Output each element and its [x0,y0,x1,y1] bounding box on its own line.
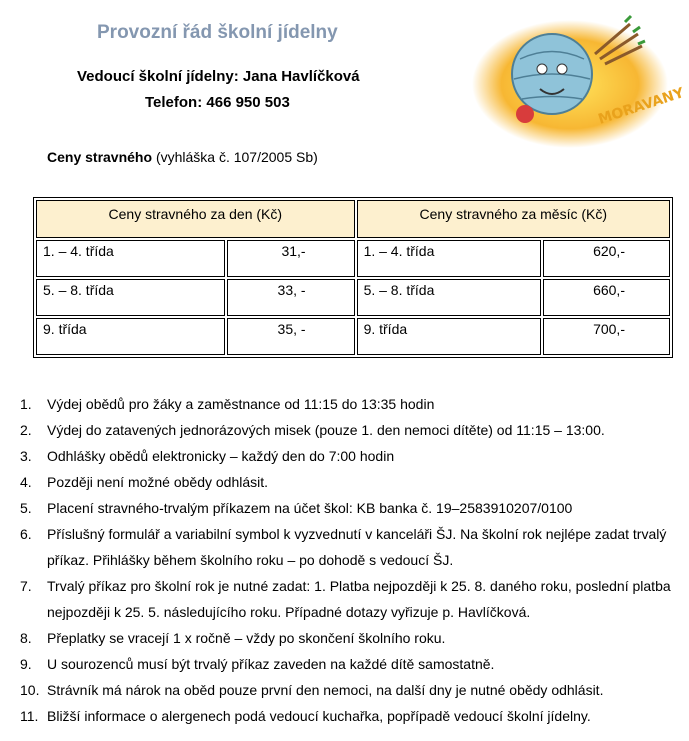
day-price-cell: 35, - [227,318,355,355]
day-price-cell: 31,- [227,240,355,277]
table-row [36,240,670,277]
school-canteen-logo-icon [470,14,686,149]
list-item: 6. Příslušný formulář a variabilní symbol k vyzvednutí v kanceláři ŠJ. Na školní rok nejlépe zadat trvalý příkaz. Přihlášky během školního roku – po dohodě s vedoucí ŠJ. [20,526,667,568]
prices-heading-note: (vyhláška č. 107/2005 Sb) [155,149,318,165]
table-row [36,318,670,355]
month-price-cell: 620,- [543,240,670,277]
phone-line: Telefon: 466 950 503 [145,94,290,111]
list-item: 1. Výdej obědů pro žáky a zaměstnance od 11:15 do 13:35 hodin [20,396,435,412]
prices-heading-bold: Ceny stravného [47,149,153,165]
manager-line: Vedoucí školní jídelny: Jana Havlíčková [77,68,360,85]
day-price-cell: 33, - [227,279,355,316]
list-item: 10. Strávník má nárok na oběd pouze první den nemoci, na další dny je nutné obědy odhlásit. [20,682,604,698]
month-price-cell: 660,- [543,279,670,316]
list-item: 5. Placení stravného-trvalým příkazem na účet škol: KB banka č. 19–2583910207/0100 [20,500,573,516]
list-item: 4. Později není možné obědy odhlásit. [20,474,269,490]
prices-table [33,197,673,358]
page-title: Provozní řád školní jídelny [97,22,338,43]
grade-month-cell: 5. – 8. třída [357,279,541,316]
grade-month-cell: 1. – 4. třída [357,240,541,277]
month-price-cell: 700,- [543,318,670,355]
col-day-header: Ceny stravného za den (Kč) [36,200,355,238]
table-header-row [36,200,670,238]
list-item: 9. U sourozenců musí být trvalý příkaz zaveden na každé dítě samostatně. [20,656,495,672]
grade-day-cell: 1. – 4. třída [36,240,225,277]
list-item: 3. Odhlášky obědů elektronicky – každý den do 7:00 hodin [20,448,395,464]
list-item: 7. Trvalý příkaz pro školní rok je nutné zadat: 1. Platba nejpozději k 25. 8. daného roku, poslední platba nejpozději k 25. 5. následujícího roku. Případné dotazy vyřizuje p. Havlíčková. [20,578,671,620]
prices-heading [47,149,318,165]
list-item: 8. Přeplatky se vracejí 1 x ročně – vždy po skončení školního roku. [20,630,446,646]
list-item: 11. Bližší informace o alergenech podá vedoucí kuchařka, popřípadě vedoucí školní jídelny. [20,708,591,724]
col-month-header: Ceny stravného za měsíc (Kč) [357,200,670,238]
list-item: 2. Výdej do zatavených jednorázových misek (pouze 1. den nemoci dítěte) od 11:15 – 13:00. [20,422,605,438]
grade-month-cell: 9. třída [357,318,541,355]
svg-text:MORAVANY: MORAVANY [596,85,686,128]
grade-day-cell: 9. třída [36,318,225,355]
rules-list [20,391,685,729]
grade-day-cell: 5. – 8. třída [36,279,225,316]
table-row [36,279,670,316]
